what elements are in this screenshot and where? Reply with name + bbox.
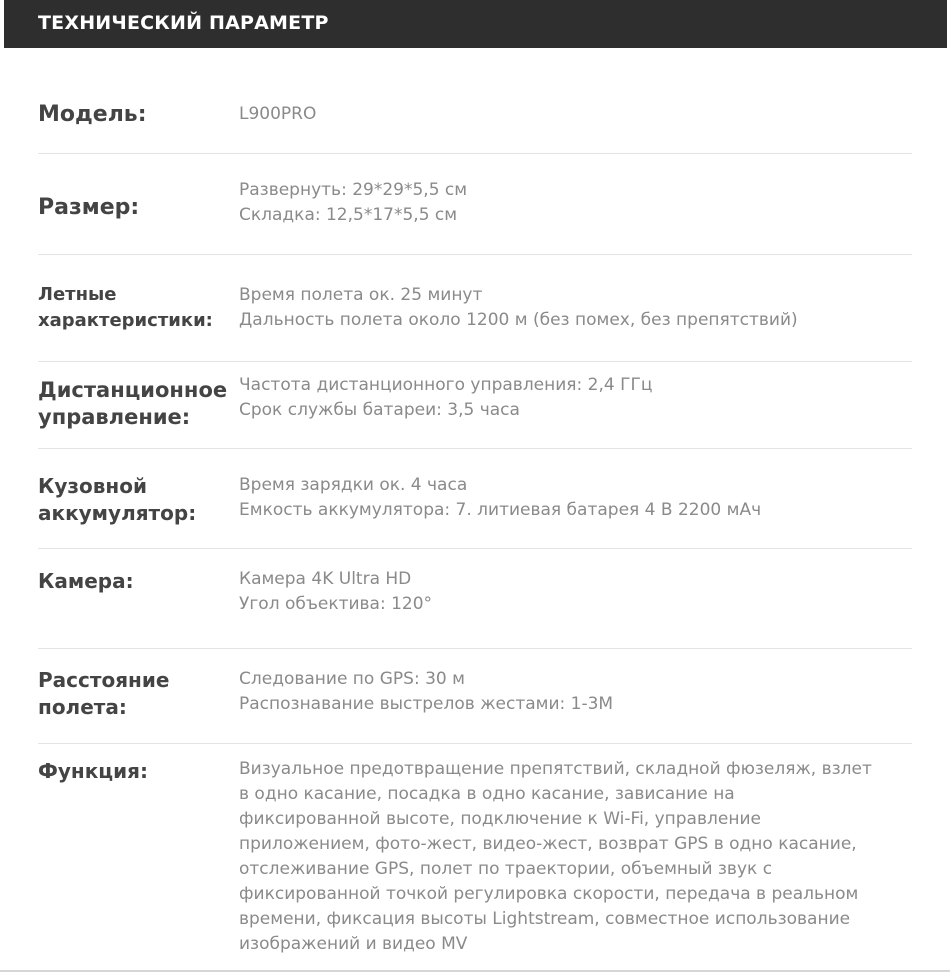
divider xyxy=(38,448,912,449)
spec-label-line: Расстояние xyxy=(38,668,170,692)
spec-label-camera xyxy=(38,568,134,595)
spec-value-line: Распознавание выстрелов жестами: 1-3М xyxy=(239,694,614,714)
divider xyxy=(38,153,912,154)
spec-value-line: Развернуть: 29*29*5,5 см xyxy=(239,180,468,200)
spec-label-line: Функция: xyxy=(38,759,148,783)
spec-label-line: управление: xyxy=(38,405,191,429)
spec-value-line: отслеживание GPS, полет по траектории, объемный звук с xyxy=(239,859,773,879)
spec-value-line: Следование по GPS: 30 м xyxy=(239,669,465,689)
divider xyxy=(38,743,912,744)
divider xyxy=(38,254,912,255)
spec-label-line: Кузовной xyxy=(38,474,147,498)
spec-label-line: Дистанционное xyxy=(38,378,228,402)
divider xyxy=(38,361,912,362)
spec-label-line: Камера: xyxy=(38,569,134,593)
spec-value-line: времени, фиксация высоты Lightstream, совместное использование xyxy=(239,909,851,929)
spec-value-body-battery xyxy=(239,473,934,523)
divider xyxy=(38,648,912,649)
spec-label-function xyxy=(38,758,148,785)
spec-value-line: Время зарядки ок. 4 часа xyxy=(239,475,468,495)
spec-label-body-battery xyxy=(38,473,196,527)
spec-value-model xyxy=(239,102,934,127)
spec-value-line: Емкость аккумулятора: 7. литиевая батарея 4 В 2200 мАч xyxy=(239,500,762,520)
spec-value-line: Дальность полета около 1200 м (без помех, без препятствий) xyxy=(239,310,798,330)
spec-label-line: полета: xyxy=(38,695,127,719)
spec-label-flight-distance xyxy=(38,667,169,721)
spec-value-line: Угол объектива: 120° xyxy=(239,594,433,614)
spec-label-remote-control xyxy=(38,377,227,431)
spec-value-flight-characteristics xyxy=(239,283,934,333)
divider xyxy=(38,548,912,549)
spec-value-line: фиксированной точкой регулировка скорости, передача в реальном xyxy=(239,884,859,904)
spec-value-line: приложением, фото-жест, видео-жест, возврат GPS в одно касание, xyxy=(239,834,857,854)
spec-value-line: изображений и видео MV xyxy=(239,934,468,954)
spec-value-line: Складка: 12,5*17*5,5 см xyxy=(239,205,458,225)
spec-value-line: Камера 4K Ultra HD xyxy=(239,569,412,589)
spec-value-line: Визуальное предотвращение препятствий, складной фюзеляж, взлет xyxy=(239,759,872,779)
spec-value-line: L900PRO xyxy=(239,104,317,124)
spec-value-function xyxy=(239,757,934,957)
header-bar xyxy=(4,0,947,48)
spec-value-line: фиксированной высоте, подключение к Wi-Fi, управление xyxy=(239,809,761,829)
spec-value-camera xyxy=(239,567,934,617)
spec-value-line: Срок службы батареи: 3,5 часа xyxy=(239,400,520,420)
spec-label-line: Летные xyxy=(38,284,117,305)
spec-label-line: Модель: xyxy=(38,102,147,127)
spec-label-line: характеристики: xyxy=(38,310,213,331)
bottom-rule xyxy=(0,970,950,972)
spec-label-flight-characteristics xyxy=(38,282,213,334)
spec-value-line: в одно касание, посадка в одно касание, зависание на xyxy=(239,784,735,804)
spec-value-flight-distance xyxy=(239,667,934,717)
page-title: ТЕХНИЧЕСКИЙ ПАРАМЕТР xyxy=(38,12,329,34)
spec-value-remote-control xyxy=(239,373,934,423)
spec-value-size xyxy=(239,178,934,228)
spec-label-line: Размер: xyxy=(38,195,140,220)
spec-value-line: Частота дистанционного управления: 2,4 ГГц xyxy=(239,375,653,395)
spec-value-line: Время полета ок. 25 минут xyxy=(239,285,483,305)
spec-label-size xyxy=(38,194,139,222)
spec-label-line: аккумулятор: xyxy=(38,501,197,525)
spec-label-model xyxy=(38,101,147,129)
